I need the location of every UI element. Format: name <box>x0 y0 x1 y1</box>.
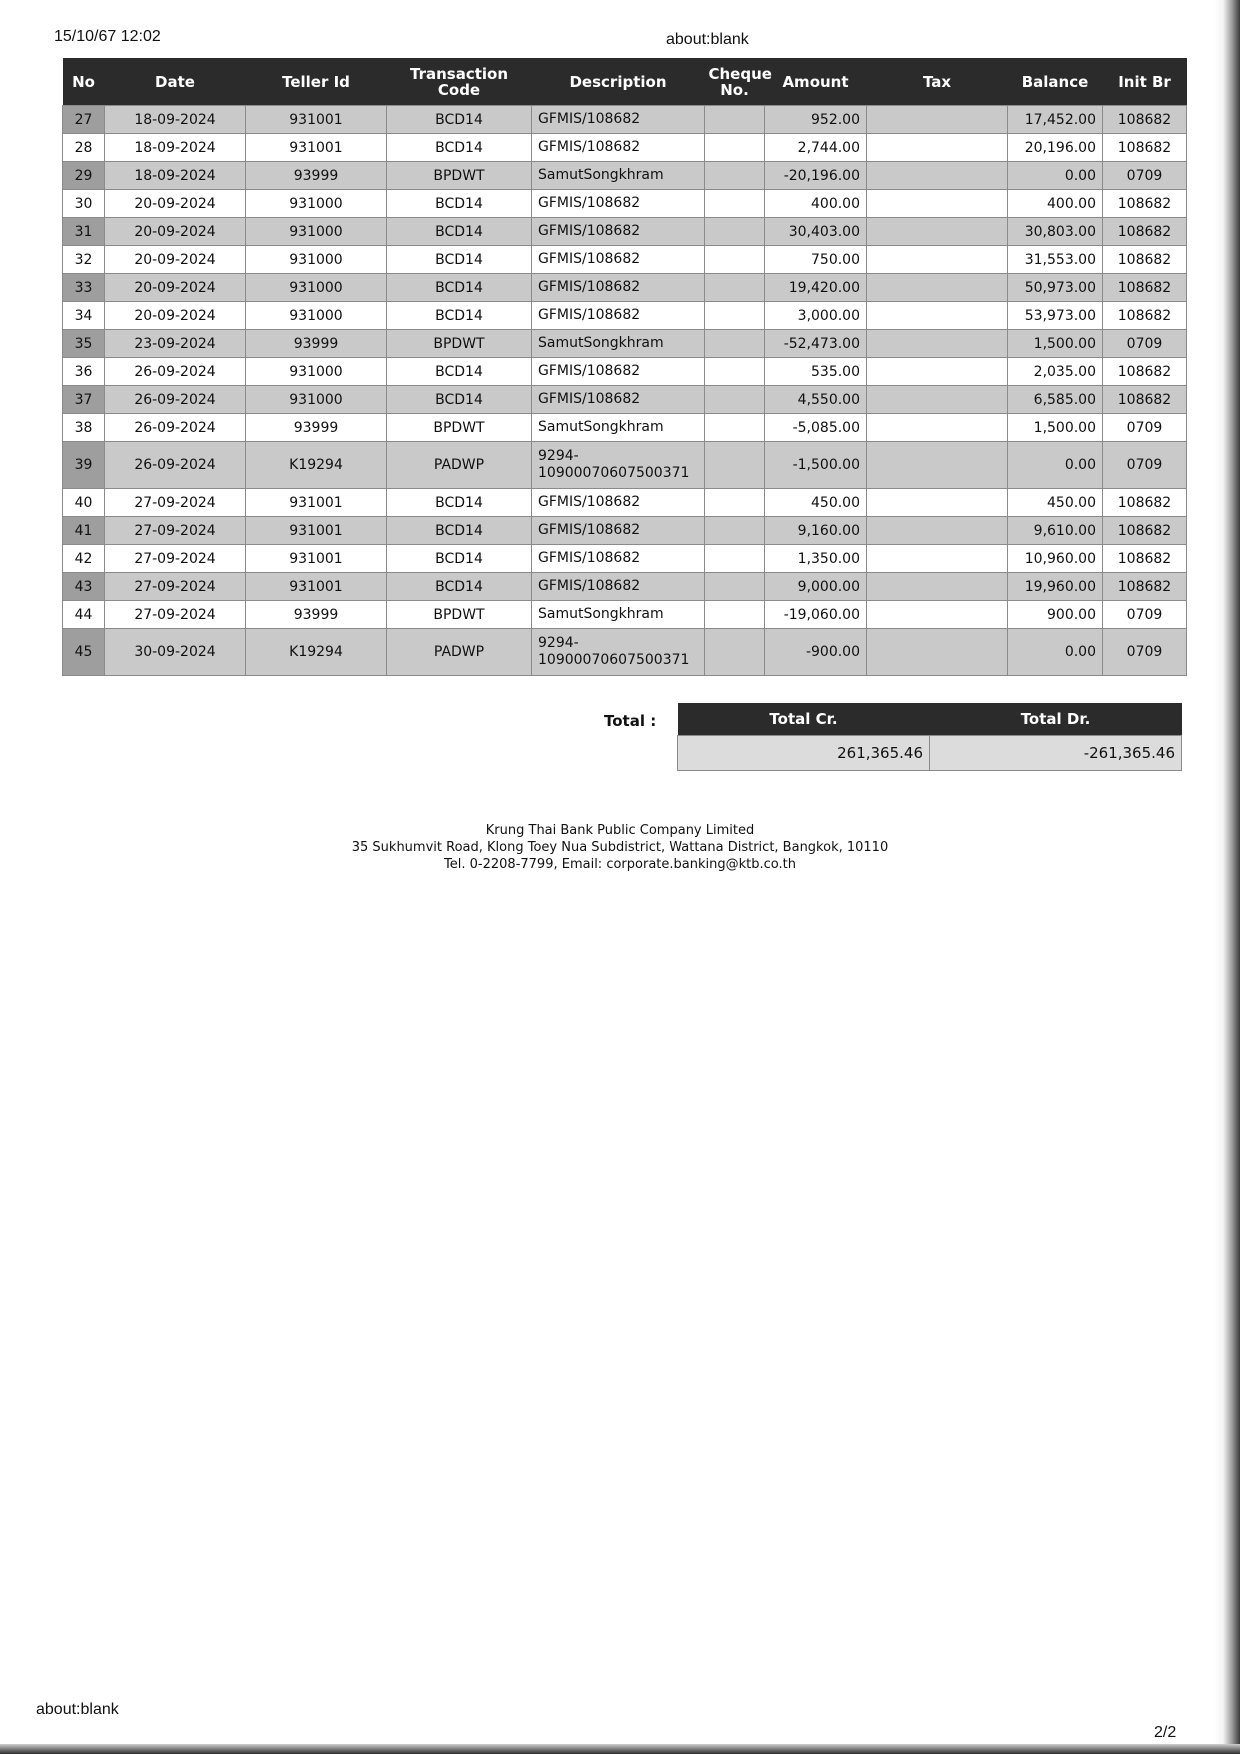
cell-description: SamutSongkhram <box>532 162 705 190</box>
cell-init-br: 108682 <box>1103 246 1187 274</box>
cell-teller-id: 931001 <box>246 134 387 162</box>
cell-balance: 10,960.00 <box>1008 545 1103 573</box>
cell-cheque-no <box>705 442 765 489</box>
cell-amount: 1,350.00 <box>765 545 867 573</box>
cell-description: GFMIS/108682 <box>532 106 705 134</box>
cell-amount: 400.00 <box>765 190 867 218</box>
cell-balance: 9,610.00 <box>1008 517 1103 545</box>
cell-init-br: 108682 <box>1103 545 1187 573</box>
cell-date: 27-09-2024 <box>105 545 246 573</box>
totals-value-row <box>678 736 1182 771</box>
cell-init-br: 108682 <box>1103 106 1187 134</box>
table-row <box>63 545 1187 573</box>
cell-no: 40 <box>63 489 105 517</box>
cell-tax <box>867 162 1008 190</box>
cell-cheque-no <box>705 386 765 414</box>
footer-company: Krung Thai Bank Public Company Limited <box>485 823 755 838</box>
cell-amount: 19,420.00 <box>765 274 867 302</box>
cell-tax <box>867 246 1008 274</box>
table-header-row <box>63 58 1187 106</box>
cell-amount: -20,196.00 <box>765 162 867 190</box>
total-cr-header: Total Cr. <box>678 703 930 736</box>
table-row <box>63 517 1187 545</box>
cell-teller-id: 931000 <box>246 386 387 414</box>
cell-cheque-no <box>705 274 765 302</box>
bank-footer <box>0 822 1240 873</box>
cell-balance: 50,973.00 <box>1008 274 1103 302</box>
cell-transaction-code: BCD14 <box>387 106 532 134</box>
cell-date: 27-09-2024 <box>105 601 246 629</box>
cell-init-br: 0709 <box>1103 601 1187 629</box>
cell-balance: 20,196.00 <box>1008 134 1103 162</box>
table-row <box>63 246 1187 274</box>
cell-no: 38 <box>63 414 105 442</box>
cell-balance: 31,553.00 <box>1008 246 1103 274</box>
table-row <box>63 218 1187 246</box>
cell-teller-id: K19294 <box>246 442 387 489</box>
cell-teller-id: 931001 <box>246 573 387 601</box>
cell-date: 20-09-2024 <box>105 274 246 302</box>
cell-date: 20-09-2024 <box>105 246 246 274</box>
cell-cheque-no <box>705 545 765 573</box>
table-row <box>63 414 1187 442</box>
cell-no: 44 <box>63 601 105 629</box>
totals-header-row <box>678 703 1182 736</box>
cell-no: 39 <box>63 442 105 489</box>
cell-description: GFMIS/108682 <box>532 274 705 302</box>
cell-init-br: 108682 <box>1103 218 1187 246</box>
transaction-rows <box>63 106 1187 676</box>
total-dr-header: Total Dr. <box>930 703 1182 736</box>
cell-transaction-code: BPDWT <box>387 601 532 629</box>
cell-balance: 17,452.00 <box>1008 106 1103 134</box>
cell-date: 18-09-2024 <box>105 162 246 190</box>
col-header-date: Date <box>105 58 246 106</box>
cell-teller-id: 931001 <box>246 517 387 545</box>
cell-no: 27 <box>63 106 105 134</box>
cell-date: 30-09-2024 <box>105 629 246 676</box>
footer-contact: Tel. 0-2208-7799, Email: corporate.banking@ktb.co.th <box>444 857 796 872</box>
cell-cheque-no <box>705 302 765 330</box>
cell-amount: -19,060.00 <box>765 601 867 629</box>
cell-date: 26-09-2024 <box>105 358 246 386</box>
table-row <box>63 190 1187 218</box>
cell-amount: 450.00 <box>765 489 867 517</box>
table-row <box>63 330 1187 358</box>
table-row <box>63 442 1187 489</box>
table-row <box>63 489 1187 517</box>
cell-init-br: 0709 <box>1103 330 1187 358</box>
cell-cheque-no <box>705 629 765 676</box>
table-row <box>63 274 1187 302</box>
col-header-no: No <box>63 58 105 106</box>
cell-date: 20-09-2024 <box>105 302 246 330</box>
cell-cheque-no <box>705 134 765 162</box>
cell-balance: 2,035.00 <box>1008 358 1103 386</box>
cell-balance: 53,973.00 <box>1008 302 1103 330</box>
cell-no: 45 <box>63 629 105 676</box>
cell-tax <box>867 302 1008 330</box>
cell-teller-id: 931000 <box>246 274 387 302</box>
transaction-table <box>62 58 1187 676</box>
cell-description: GFMIS/108682 <box>532 517 705 545</box>
cell-teller-id: 931000 <box>246 190 387 218</box>
cell-description: GFMIS/108682 <box>532 190 705 218</box>
cell-cheque-no <box>705 190 765 218</box>
cell-init-br: 0709 <box>1103 414 1187 442</box>
cell-teller-id: 93999 <box>246 330 387 358</box>
cell-description: GFMIS/108682 <box>532 573 705 601</box>
cell-teller-id: 931000 <box>246 246 387 274</box>
cell-amount: 750.00 <box>765 246 867 274</box>
table-row <box>63 106 1187 134</box>
cell-balance: 1,500.00 <box>1008 330 1103 358</box>
cell-teller-id: 931001 <box>246 545 387 573</box>
cell-cheque-no <box>705 246 765 274</box>
cell-no: 34 <box>63 302 105 330</box>
cell-tax <box>867 218 1008 246</box>
cell-teller-id: 93999 <box>246 162 387 190</box>
cell-no: 43 <box>63 573 105 601</box>
cell-date: 18-09-2024 <box>105 106 246 134</box>
table-row <box>63 386 1187 414</box>
cell-init-br: 108682 <box>1103 489 1187 517</box>
cell-no: 41 <box>63 517 105 545</box>
cell-description: GFMIS/108682 <box>532 302 705 330</box>
cell-amount: 4,550.00 <box>765 386 867 414</box>
col-header-transaction-code: Transaction Code <box>387 58 532 106</box>
cell-description: 9294- 10900070607500371 <box>532 442 705 489</box>
cell-cheque-no <box>705 601 765 629</box>
cell-no: 29 <box>63 162 105 190</box>
cell-balance: 900.00 <box>1008 601 1103 629</box>
cell-init-br: 108682 <box>1103 358 1187 386</box>
cell-description: GFMIS/108682 <box>532 545 705 573</box>
cell-cheque-no <box>705 106 765 134</box>
total-cr-value: 261,365.46 <box>678 736 930 771</box>
table-row <box>63 601 1187 629</box>
cell-date: 23-09-2024 <box>105 330 246 358</box>
cell-transaction-code: BPDWT <box>387 330 532 358</box>
cell-teller-id: 931001 <box>246 106 387 134</box>
cell-description: GFMIS/108682 <box>532 386 705 414</box>
cell-cheque-no <box>705 517 765 545</box>
cell-description: GFMIS/108682 <box>532 358 705 386</box>
cell-tax <box>867 489 1008 517</box>
cell-tax <box>867 134 1008 162</box>
cell-cheque-no <box>705 573 765 601</box>
cell-transaction-code: BCD14 <box>387 134 532 162</box>
cell-amount: 2,744.00 <box>765 134 867 162</box>
cell-balance: 0.00 <box>1008 629 1103 676</box>
cell-amount: 952.00 <box>765 106 867 134</box>
cell-balance: 30,803.00 <box>1008 218 1103 246</box>
cell-description: SamutSongkhram <box>532 330 705 358</box>
cell-tax <box>867 414 1008 442</box>
cell-description: GFMIS/108682 <box>532 218 705 246</box>
cell-teller-id: 93999 <box>246 601 387 629</box>
cell-cheque-no <box>705 414 765 442</box>
cell-transaction-code: BCD14 <box>387 358 532 386</box>
totals-table <box>677 703 1182 771</box>
cell-transaction-code: BCD14 <box>387 218 532 246</box>
cell-tax <box>867 274 1008 302</box>
cell-tax <box>867 601 1008 629</box>
cell-transaction-code: BCD14 <box>387 489 532 517</box>
cell-teller-id: 931001 <box>246 489 387 517</box>
table-row <box>63 302 1187 330</box>
cell-transaction-code: PADWP <box>387 629 532 676</box>
cell-cheque-no <box>705 358 765 386</box>
cell-date: 18-09-2024 <box>105 134 246 162</box>
cell-balance: 0.00 <box>1008 162 1103 190</box>
cell-transaction-code: BCD14 <box>387 302 532 330</box>
cell-description: GFMIS/108682 <box>532 246 705 274</box>
print-header <box>54 28 1194 50</box>
footer-address: 35 Sukhumvit Road, Klong Toey Nua Subdistrict, Wattana District, Bangkok, 10110 <box>351 840 889 855</box>
cell-init-br: 108682 <box>1103 134 1187 162</box>
page-bottom-shadow <box>0 1744 1240 1754</box>
cell-cheque-no <box>705 330 765 358</box>
total-label: Total : <box>604 712 657 730</box>
cell-tax <box>867 386 1008 414</box>
cell-teller-id: 93999 <box>246 414 387 442</box>
cell-tax <box>867 358 1008 386</box>
cell-tax <box>867 573 1008 601</box>
cell-balance: 19,960.00 <box>1008 573 1103 601</box>
cell-no: 36 <box>63 358 105 386</box>
cell-tax <box>867 442 1008 489</box>
cell-transaction-code: BCD14 <box>387 545 532 573</box>
cell-no: 28 <box>63 134 105 162</box>
cell-date: 26-09-2024 <box>105 414 246 442</box>
cell-transaction-code: BCD14 <box>387 517 532 545</box>
cell-tax <box>867 106 1008 134</box>
col-header-teller-id: Teller Id <box>246 58 387 106</box>
col-header-cheque-no: Cheque No. <box>705 58 765 106</box>
table-row <box>63 162 1187 190</box>
cell-description: SamutSongkhram <box>532 414 705 442</box>
cell-description: GFMIS/108682 <box>532 489 705 517</box>
cell-teller-id: K19294 <box>246 629 387 676</box>
col-header-balance: Balance <box>1008 58 1103 106</box>
cell-date: 26-09-2024 <box>105 386 246 414</box>
cell-no: 35 <box>63 330 105 358</box>
cell-cheque-no <box>705 218 765 246</box>
table-row <box>63 134 1187 162</box>
table-row <box>63 629 1187 676</box>
cell-init-br: 0709 <box>1103 442 1187 489</box>
cell-date: 27-09-2024 <box>105 489 246 517</box>
cell-balance: 400.00 <box>1008 190 1103 218</box>
col-header-description: Description <box>532 58 705 106</box>
cell-transaction-code: BCD14 <box>387 246 532 274</box>
cell-teller-id: 931000 <box>246 218 387 246</box>
page-number: 2/2 <box>1154 1724 1177 1741</box>
cell-transaction-code: BCD14 <box>387 573 532 601</box>
cell-amount: -5,085.00 <box>765 414 867 442</box>
cell-transaction-code: BPDWT <box>387 162 532 190</box>
table-row <box>63 358 1187 386</box>
cell-tax <box>867 330 1008 358</box>
cell-date: 27-09-2024 <box>105 573 246 601</box>
cell-amount: 535.00 <box>765 358 867 386</box>
total-dr-value: -261,365.46 <box>930 736 1182 771</box>
cell-amount: 3,000.00 <box>765 302 867 330</box>
cell-description: GFMIS/108682 <box>532 134 705 162</box>
cell-init-br: 108682 <box>1103 274 1187 302</box>
cell-date: 27-09-2024 <box>105 517 246 545</box>
cell-balance: 6,585.00 <box>1008 386 1103 414</box>
cell-date: 26-09-2024 <box>105 442 246 489</box>
page-edge-shadow <box>1214 0 1240 1754</box>
cell-amount: -900.00 <box>765 629 867 676</box>
cell-init-br: 108682 <box>1103 573 1187 601</box>
cell-balance: 0.00 <box>1008 442 1103 489</box>
cell-no: 30 <box>63 190 105 218</box>
cell-amount: 9,160.00 <box>765 517 867 545</box>
cell-description: 9294- 10900070607500371 <box>532 629 705 676</box>
cell-no: 32 <box>63 246 105 274</box>
cell-no: 37 <box>63 386 105 414</box>
cell-cheque-no <box>705 489 765 517</box>
col-header-init-br: Init Br <box>1103 58 1187 106</box>
print-datetime: 15/10/67 12:02 <box>54 28 161 45</box>
cell-transaction-code: BCD14 <box>387 190 532 218</box>
cell-tax <box>867 629 1008 676</box>
cell-tax <box>867 545 1008 573</box>
cell-teller-id: 931000 <box>246 358 387 386</box>
cell-description: SamutSongkhram <box>532 601 705 629</box>
cell-date: 20-09-2024 <box>105 218 246 246</box>
cell-amount: 9,000.00 <box>765 573 867 601</box>
print-url: about:blank <box>666 31 749 48</box>
cell-transaction-code: BCD14 <box>387 274 532 302</box>
cell-init-br: 0709 <box>1103 162 1187 190</box>
cell-init-br: 108682 <box>1103 517 1187 545</box>
cell-amount: -52,473.00 <box>765 330 867 358</box>
cell-balance: 450.00 <box>1008 489 1103 517</box>
col-header-amount: Amount <box>765 58 867 106</box>
cell-no: 31 <box>63 218 105 246</box>
table-row <box>63 573 1187 601</box>
cell-teller-id: 931000 <box>246 302 387 330</box>
cell-init-br: 108682 <box>1103 302 1187 330</box>
cell-init-br: 0709 <box>1103 629 1187 676</box>
cell-amount: 30,403.00 <box>765 218 867 246</box>
cell-no: 42 <box>63 545 105 573</box>
cell-tax <box>867 190 1008 218</box>
cell-transaction-code: BCD14 <box>387 386 532 414</box>
cell-date: 20-09-2024 <box>105 190 246 218</box>
col-header-tax: Tax <box>867 58 1008 106</box>
cell-init-br: 108682 <box>1103 190 1187 218</box>
cell-balance: 1,500.00 <box>1008 414 1103 442</box>
cell-tax <box>867 517 1008 545</box>
cell-transaction-code: PADWP <box>387 442 532 489</box>
cell-amount: -1,500.00 <box>765 442 867 489</box>
cell-no: 33 <box>63 274 105 302</box>
cell-transaction-code: BPDWT <box>387 414 532 442</box>
cell-cheque-no <box>705 162 765 190</box>
cell-init-br: 108682 <box>1103 386 1187 414</box>
print-footer-url: about:blank <box>36 1701 119 1718</box>
